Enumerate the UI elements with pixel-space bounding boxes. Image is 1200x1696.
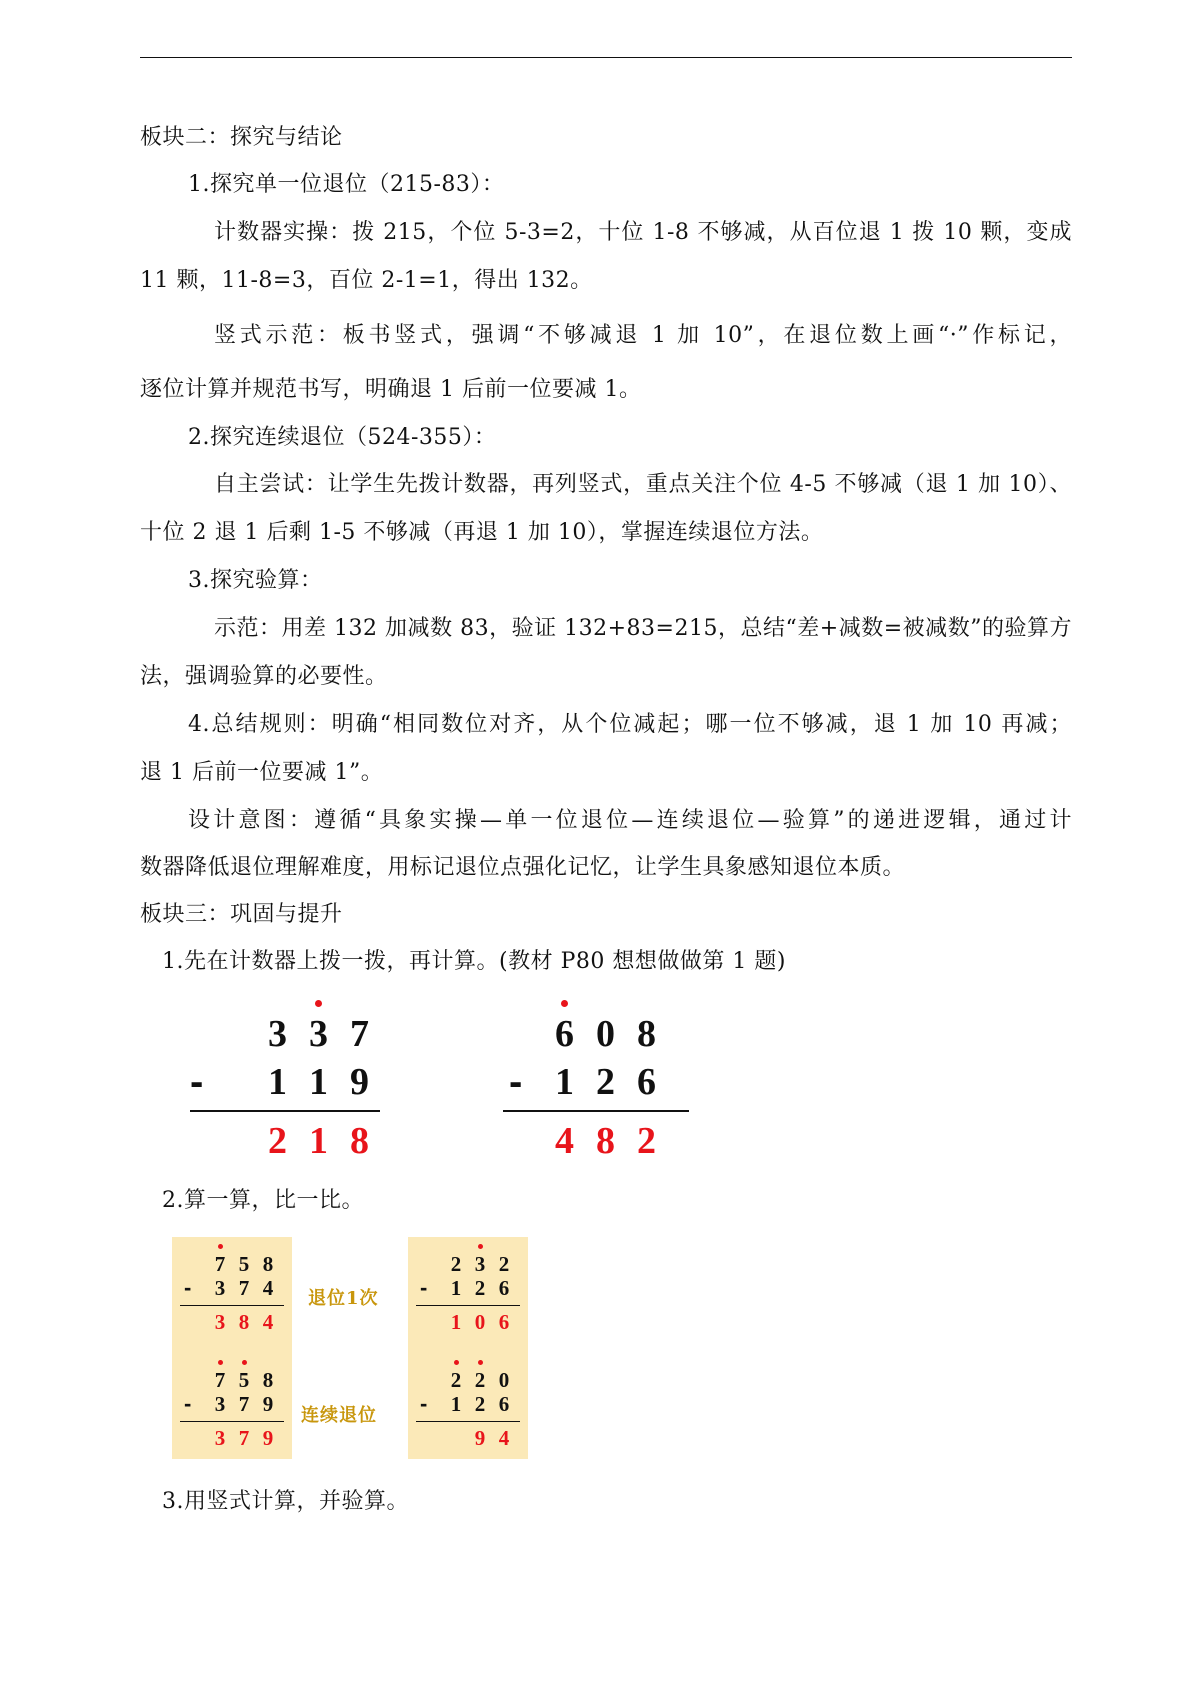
- compare-problem-3: [412, 1245, 524, 1341]
- difference: [208, 1425, 280, 1451]
- q3-text: 3.用竖式计算，并验算。: [162, 1489, 409, 1514]
- item3-title: 3.探究验算：: [188, 568, 323, 593]
- subtrahend: [208, 1391, 280, 1417]
- digit: 6: [498, 1310, 510, 1334]
- digit: 7: [238, 1392, 250, 1416]
- digit: 8: [350, 1120, 369, 1162]
- difference: [257, 1119, 380, 1163]
- digit: 7: [350, 1013, 369, 1055]
- answer-line: [416, 1421, 520, 1422]
- digit: 5: [232, 1367, 256, 1393]
- minuend: [544, 1012, 667, 1056]
- item3-line2: 法，强调验算的必要性。: [140, 664, 388, 689]
- label-single-borrow: 退位1次: [308, 1288, 379, 1309]
- digit: 7: [208, 1367, 232, 1393]
- item1-counter-line1: 计数器实操：拨 215，个位 5-3=2，十位 1-8 不够减，从百位退 1 拨 10 颗，变成: [214, 220, 1072, 245]
- digit: 2: [450, 1252, 462, 1276]
- digit: 6: [637, 1061, 656, 1103]
- minuend: [208, 1251, 280, 1277]
- digit: 8: [262, 1368, 274, 1392]
- digit: 3: [214, 1310, 226, 1334]
- vertical-subtraction-2: [503, 1012, 689, 1192]
- compare-problem-1: [176, 1245, 288, 1341]
- item1-vertical-line1: 竖式示范：板书竖式，强调“不够减退 1 加 10”，在退位数上画“·”作标记，: [214, 323, 1072, 348]
- digit: 2: [637, 1120, 656, 1162]
- digit: 9: [474, 1426, 486, 1450]
- minus-sign: -: [184, 1391, 192, 1416]
- borrow-dot: [478, 1360, 483, 1365]
- digit: 0: [498, 1368, 510, 1392]
- answer-line: [180, 1305, 284, 1306]
- digit: 3: [214, 1276, 226, 1300]
- digit: 9: [262, 1392, 274, 1416]
- section3-heading: 板块三：巩固与提升: [140, 902, 343, 927]
- minuend: [444, 1251, 516, 1277]
- subtrahend: [544, 1060, 667, 1104]
- borrow-dot: [454, 1360, 459, 1365]
- item4-line2: 退 1 后前一位要减 1”。: [140, 760, 384, 785]
- vertical-subtraction-1: [190, 1012, 380, 1192]
- digit: 6: [498, 1392, 510, 1416]
- digit: 3: [468, 1251, 492, 1277]
- digit: 6: [544, 1012, 585, 1056]
- digit: 1: [450, 1310, 462, 1334]
- digit: 1: [309, 1120, 328, 1162]
- minuend: [257, 1012, 380, 1056]
- digit: 1: [555, 1061, 574, 1103]
- item2-line1: 自主尝试：让学生先拨计数器，再列竖式，重点关注个位 4-5 不够减（退 1 加 10）、: [214, 472, 1072, 497]
- digit: 2: [474, 1276, 486, 1300]
- digit: 3: [298, 1012, 339, 1056]
- digit: 2: [596, 1061, 615, 1103]
- digit: 2: [268, 1120, 287, 1162]
- compare-problem-4: [412, 1361, 524, 1457]
- digit: 2: [444, 1367, 468, 1393]
- digit: 4: [262, 1276, 274, 1300]
- digit: [444, 1425, 468, 1451]
- digit: 3: [268, 1013, 287, 1055]
- digit: 3: [214, 1426, 226, 1450]
- digit: 8: [596, 1120, 615, 1162]
- digit: 3: [214, 1392, 226, 1416]
- borrow-dot: [218, 1244, 223, 1249]
- digit: 7: [238, 1426, 250, 1450]
- digit: 8: [637, 1013, 656, 1055]
- digit: 6: [498, 1276, 510, 1300]
- minus-sign: -: [420, 1275, 428, 1300]
- borrow-dot: [218, 1360, 223, 1365]
- minus-sign: -: [184, 1275, 192, 1300]
- answer-line: [190, 1110, 380, 1112]
- answer-line: [180, 1421, 284, 1422]
- item3-line1: 示范：用差 132 加减数 83，验证 132+83=215，总结“差+减数=被减数”的验算方: [214, 616, 1072, 641]
- item1-title: 1.探究单一位退位（215-83）：: [188, 172, 505, 197]
- digit: 1: [450, 1276, 462, 1300]
- digit: 1: [450, 1392, 462, 1416]
- minus-sign: -: [420, 1391, 428, 1416]
- q2-text: 2.算一算，比一比。: [162, 1188, 364, 1213]
- minus-sign: -: [190, 1060, 204, 1104]
- difference: [544, 1119, 667, 1163]
- subtrahend: [257, 1060, 380, 1104]
- digit: 8: [262, 1252, 274, 1276]
- digit: 4: [262, 1310, 274, 1334]
- difference: [208, 1309, 280, 1335]
- label-continuous-borrow: 连续退位: [301, 1405, 377, 1426]
- difference: [444, 1425, 516, 1451]
- digit: 5: [238, 1252, 250, 1276]
- item2-title: 2.探究连续退位（524-355）：: [188, 425, 497, 450]
- item1-counter-line2: 11 颗，11-8=3，百位 2-1=1，得出 132。: [140, 268, 593, 293]
- digit: 9: [262, 1426, 274, 1450]
- digit: 2: [474, 1392, 486, 1416]
- digit: 2: [468, 1367, 492, 1393]
- difference: [444, 1309, 516, 1335]
- borrow-dot: [315, 1000, 322, 1007]
- section2-heading: 板块二：探究与结论: [140, 125, 343, 150]
- borrow-dot: [561, 1000, 568, 1007]
- subtrahend: [208, 1275, 280, 1301]
- design-line2: 数器降低退位理解难度，用标记退位点强化记忆，让学生具象感知退位本质。: [140, 855, 906, 880]
- answer-line: [416, 1305, 520, 1306]
- borrow-dot: [478, 1244, 483, 1249]
- digit: 7: [238, 1276, 250, 1300]
- item1-vertical-line2: 逐位计算并规范书写，明确退 1 后前一位要减 1。: [140, 377, 642, 402]
- item2-line2: 十位 2 退 1 后剩 1-5 不够减（再退 1 加 10），掌握连续退位方法。: [140, 520, 824, 545]
- item4-line1: 4.总结规则：明确“相同数位对齐，从个位减起；哪一位不够减，退 1 加 10 再减；: [188, 712, 1072, 737]
- digit: 9: [350, 1061, 369, 1103]
- digit: 0: [596, 1013, 615, 1055]
- design-line1: 设计意图：遵循“具象实操—单一位退位—连续退位—验算”的递进逻辑，通过计: [188, 808, 1072, 833]
- digit: 4: [498, 1426, 510, 1450]
- header-rule: [140, 57, 1072, 58]
- borrow-dot: [242, 1360, 247, 1365]
- q1-text: 1.先在计数器上拨一拨，再计算。(教材 P80 想想做做第 1 题): [162, 949, 786, 974]
- digit: 1: [268, 1061, 287, 1103]
- subtrahend: [444, 1275, 516, 1301]
- minuend: [208, 1367, 280, 1393]
- minuend: [444, 1367, 516, 1393]
- digit: 1: [309, 1061, 328, 1103]
- answer-line: [503, 1110, 689, 1112]
- digit: 4: [555, 1120, 574, 1162]
- digit: 2: [498, 1252, 510, 1276]
- digit: 0: [474, 1310, 486, 1334]
- minus-sign: -: [509, 1060, 523, 1104]
- digit: 8: [238, 1310, 250, 1334]
- digit: 7: [208, 1251, 232, 1277]
- compare-problem-2: [176, 1361, 288, 1457]
- subtrahend: [444, 1391, 516, 1417]
